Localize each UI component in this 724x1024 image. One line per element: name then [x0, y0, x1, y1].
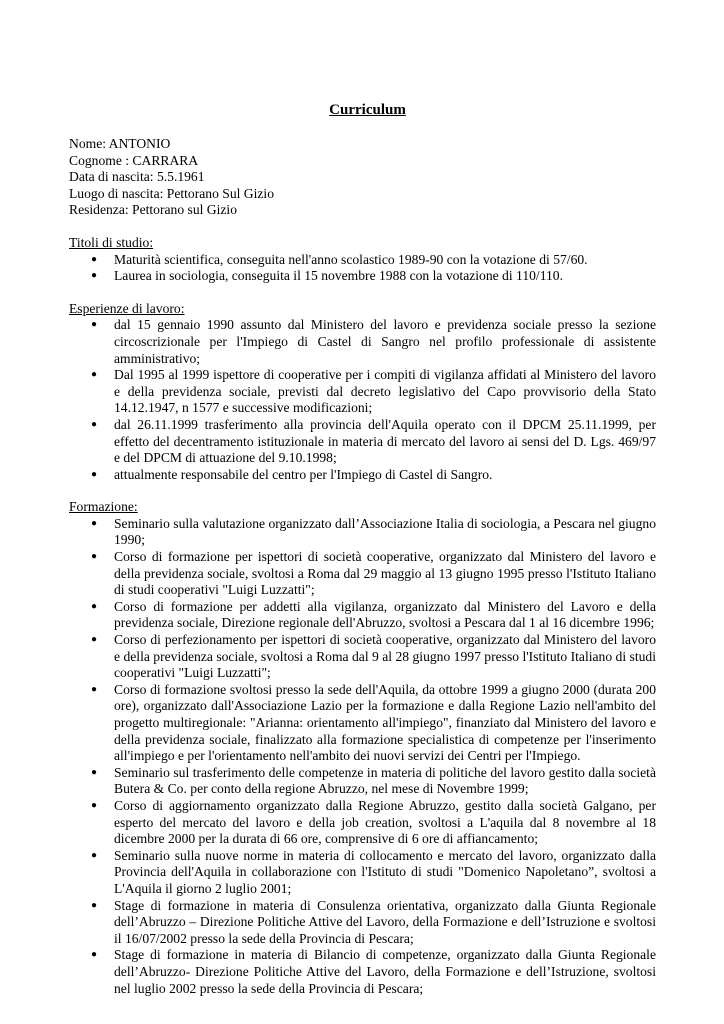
section-heading-studi: Titoli di studio:	[69, 234, 154, 250]
personal-surname: Cognome : CARRARA	[69, 152, 199, 168]
list-item: ● Corso di formazione per addetti alla vigilanza, organizzato dal Ministero del Lavoro e della previdenza sociale, Direzione regionale dell'Abruzzo, svoltosi a Pescara dal 1 al 16 dicembre 1996;	[91, 598, 656, 631]
bullet-icon: ●	[91, 683, 98, 695]
list-item: ● Dal 1995 al 1999 ispettore di cooperative per i compiti di vigilanza affidati al Ministero del lavoro e della previdenza sociale, previsti dal decreto legislativo del Capo provvisorio della Stato 14.12.1947, n 1577 e successive modificazioni;	[91, 367, 656, 416]
bullet-icon: ●	[91, 766, 98, 778]
list-item: ● Seminario sulla nuove norme in materia di collocamento e mercato del lavoro, organizzato dalla Provincia dell'Aquila in collaborazione con l'Istituto di studi "Domenico Napoletano”, svoltosi a L'Aquila il giorno 2 luglio 2001;	[91, 847, 656, 896]
personal-name: Nome: ANTONIO	[69, 136, 171, 151]
bullet-icon: ●	[91, 634, 98, 646]
list-studi	[69, 252, 656, 285]
section-heading-lavoro: Esperienze di lavoro:	[69, 300, 185, 316]
section-formazione	[69, 499, 656, 997]
list-item: ● Maturità scientifica, conseguita nell'anno scolastico 1989-90 con la votazione di 57/60.	[91, 251, 588, 267]
bullet-icon: ●	[91, 418, 98, 430]
list-lavoro	[69, 317, 656, 483]
bullet-icon: ●	[91, 899, 98, 911]
list-formazione	[69, 516, 656, 997]
list-item: ● dal 15 gennaio 1990 assunto dal Ministero del lavoro e previdenza sociale presso la sezione circoscrizionale per l'Impiego di Castel di Sangro nel profilo professionale di assistente amministrativo;	[91, 317, 656, 366]
document-title: Curriculum	[329, 102, 406, 118]
personal-residence: Residenza: Pettorano sul Gizio	[69, 202, 237, 218]
bullet-icon: ●	[91, 253, 98, 265]
list-item: ● Laurea in sociologia, conseguita il 15 novembre 1988 con la votazione di 110/110.	[91, 268, 563, 284]
list-item: ● dal 26.11.1999 trasferimento alla provincia dell'Aquila operato con il DPCM 25.11.1999, per effetto del decentramento istituzionale in materia di mercato del lavoro ai sensi del D. Lgs. 469/97 e del DPCM di attuazione del 9.10.1998;	[91, 416, 656, 466]
list-item: ● Corso di perfezionamento per ispettori di società cooperative, organizzato dal Ministero del lavoro e della previdenza sociale, svoltosi a Roma dal 9 al 28 giugno 1997 presso l'Istituto Italiano di studi cooperativi "Luigi Luzzatti";	[91, 632, 656, 681]
section-studi	[69, 235, 656, 285]
bullet-icon: ●	[91, 270, 98, 282]
personal-birthplace: Luogo di nascita: Pettorano Sul Gizio	[69, 185, 275, 201]
bullet-icon: ●	[91, 949, 98, 961]
list-item: ● Corso di formazione per ispettori di società cooperative, organizzato dal Ministero del lavoro e della previdenza sociale, svoltosi a Roma dal 29 maggio al 13 giugno 1995 presso l'Istituto Italiano di studi cooperativi "Luigi Luzzatti";	[91, 549, 656, 598]
personal-info	[69, 136, 656, 219]
list-item: ● Corso di formazione svoltosi presso la sede dell'Aquila, da ottobre 1999 a giugno 2000 (durata 200 ore), organizzato dall'Associazione Lazio per la formazione e dalla Regione Lazio nell'ambito del progetto multiregionale: "Arianna: orientamento all'impiego", finanziato dal Ministero del lavoro e della previdenza sociale, finalizzato alla formazione specialistica di competenze per l'inserimento all'impiego e per l'orientamento nell'ambito dei nuovi servizi dei Centri per l'Impiego.	[91, 681, 656, 764]
bullet-icon: ●	[91, 799, 98, 811]
list-item: ● Seminario sul trasferimento delle competenze in materia di politiche del lavoro gestito dalla società Butera & Co. per conto della regione Abruzzo, nel mese di Novembre 1999;	[91, 764, 656, 797]
bullet-icon: ●	[91, 849, 98, 861]
section-heading-formazione: Formazione:	[69, 499, 138, 515]
personal-birthdate: Data di nascita: 5.5.1961	[69, 169, 205, 185]
document-page	[69, 101, 656, 997]
section-lavoro	[69, 301, 656, 484]
bullet-icon: ●	[91, 517, 98, 529]
bullet-icon: ●	[91, 600, 98, 612]
list-item: ● attualmente responsabile del centro per l'Impiego di Castel di Sangro.	[91, 466, 493, 482]
list-item: ● Corso di aggiornamento organizzato dalla Regione Abruzzo, gestito dalla società Galgano, per esperto del mercato del lavoro e della job creation, svoltosi a L'aquila dal 8 novembre al 18 dicembre 2000 per la durata di 66 ore, comprensive di 6 ore di affiancamento;	[91, 797, 656, 847]
bullet-icon: ●	[91, 551, 98, 563]
list-item: ● Stage di formazione in materia di Bilancio di competenze, organizzato dalla Giunta Regionale dell’Abruzzo- Direzione Politiche Attive del Lavoro, della Formazione e dell’Istruzione, svoltosi nel luglio 2002 presso la sede della Provincia di Pescara;	[91, 947, 656, 996]
list-item: ● Stage di formazione in materia di Consulenza orientativa, organizzato dalla Giunta Regionale dell’Abruzzo – Direzione Politiche Attive del Lavoro, della Formazione e dell’Istruzione e svoltosi il 16/07/2002 presso la sede della Provincia di Pescara;	[91, 897, 656, 946]
bullet-icon: ●	[91, 319, 98, 331]
list-item: ● Seminario sulla valutazione organizzato dall’Associazione Italia di sociologia, a Pescara nel giugno 1990;	[91, 515, 656, 548]
bullet-icon: ●	[91, 369, 98, 381]
bullet-icon: ●	[91, 468, 98, 480]
